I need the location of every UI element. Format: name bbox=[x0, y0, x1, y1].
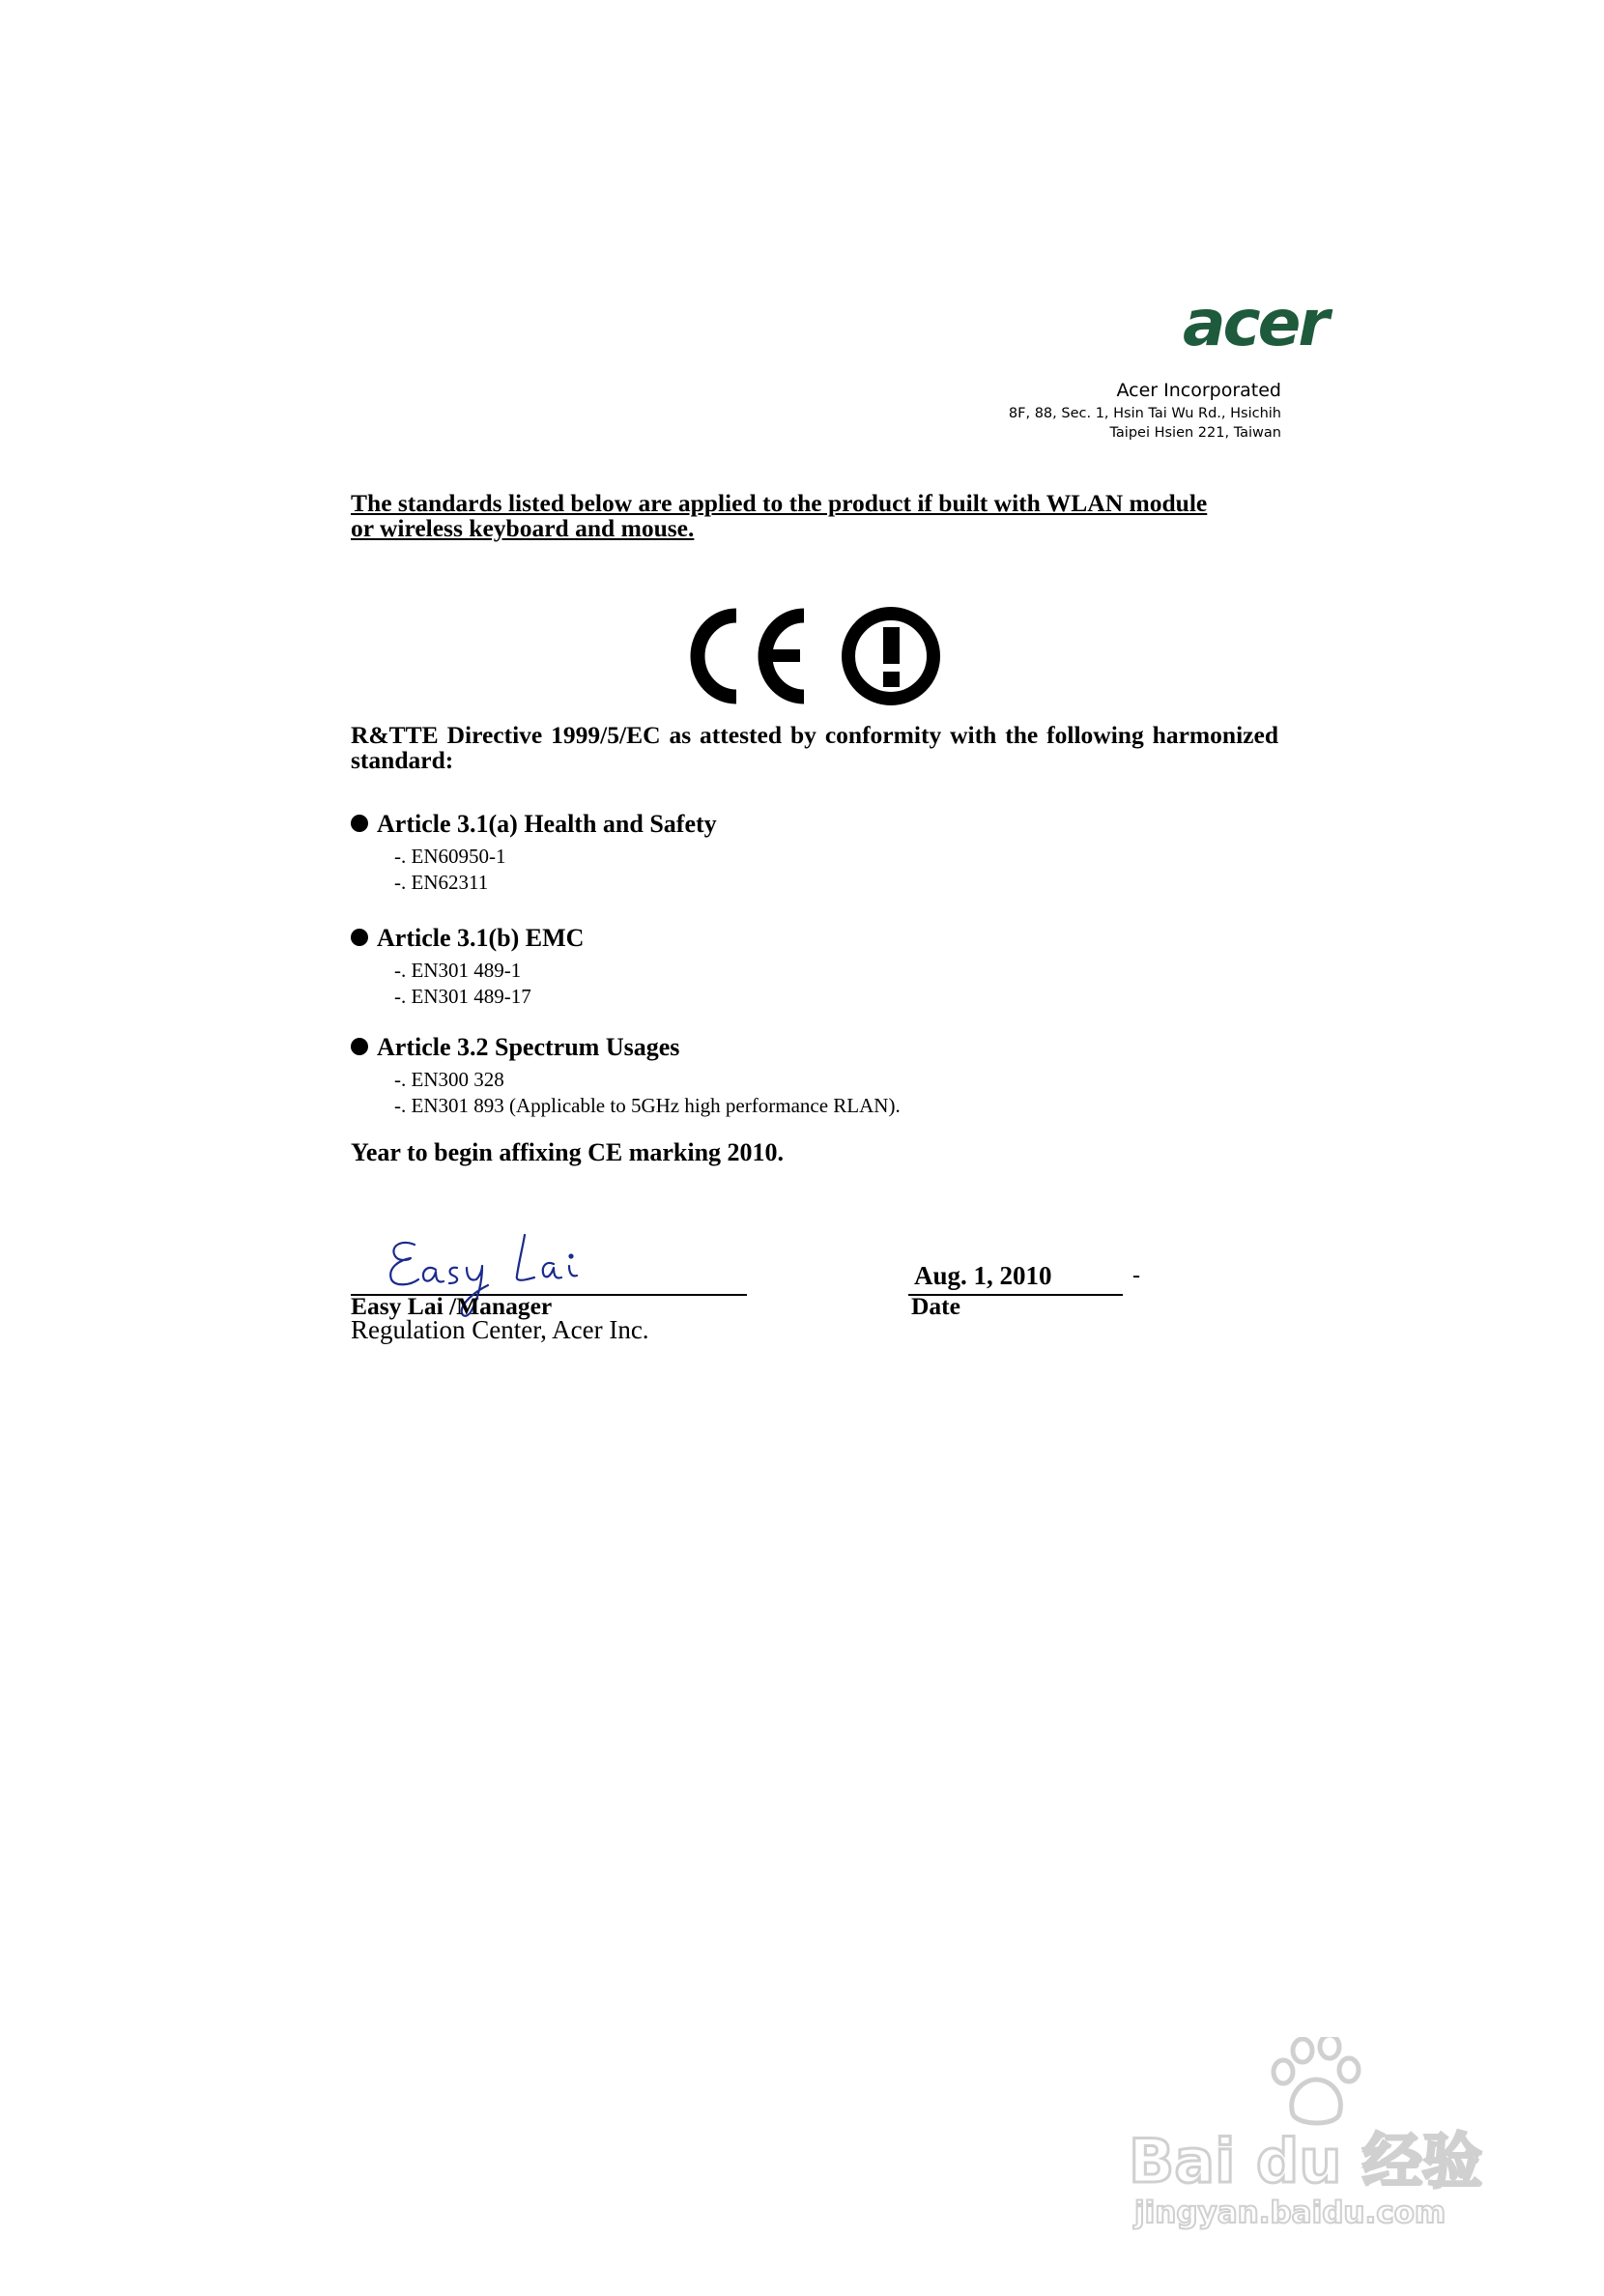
standard-item: -. EN301 489-17 bbox=[394, 985, 531, 1008]
standard-item: -. EN62311 bbox=[394, 871, 489, 894]
article-title: Article 3.1(a) Health and Safety bbox=[377, 810, 717, 838]
company-name: Acer Incorporated bbox=[1116, 380, 1281, 401]
standard-item: -. EN301 489-1 bbox=[394, 959, 522, 982]
acer-logo bbox=[1181, 295, 1364, 359]
standard-item: -. EN301 893 (Applicable to 5GHz high performance RLAN). bbox=[394, 1094, 901, 1117]
article-emc bbox=[351, 924, 584, 953]
standard-item: -. EN60950-1 bbox=[394, 845, 506, 868]
article-health-safety bbox=[351, 810, 717, 839]
bullet-icon bbox=[351, 929, 368, 946]
signer-name: Easy Lai /Manager bbox=[351, 1292, 553, 1320]
article-spectrum bbox=[351, 1033, 679, 1062]
article-title: Article 3.1(b) EMC bbox=[377, 924, 585, 952]
watermark-url: jingyan.baidu.com bbox=[1134, 2196, 1446, 2230]
date-label: Date bbox=[911, 1292, 960, 1320]
paw-icon bbox=[1274, 2037, 1359, 2123]
bullet-icon bbox=[351, 1038, 368, 1055]
standard-item: -. EN300 328 bbox=[394, 1068, 504, 1091]
baidu-watermark bbox=[1129, 2037, 1505, 2230]
year-statement: Year to begin affixing CE marking 2010. bbox=[351, 1138, 785, 1166]
bullet-icon bbox=[351, 815, 368, 832]
date-dash: - bbox=[1132, 1263, 1140, 1288]
intro-statement: The standards listed below are applied to the product if built with WLAN module or wireless keyboard and mouse. bbox=[351, 489, 1208, 542]
company-address-line-1: 8F, 88, Sec. 1, Hsin Tai Wu Rd., Hsichih bbox=[1008, 406, 1281, 421]
signer-organization: Regulation Center, Acer Inc. bbox=[351, 1315, 649, 1344]
article-title: Article 3.2 Spectrum Usages bbox=[377, 1033, 680, 1061]
company-address-line-2: Taipei Hsien 221, Taiwan bbox=[1109, 425, 1281, 441]
compliance-marks bbox=[688, 606, 943, 706]
watermark-brand: Bai du 经验 bbox=[1129, 2126, 1483, 2196]
ce-mark-icon bbox=[698, 616, 804, 697]
alert-class2-icon bbox=[848, 614, 933, 699]
acer-logo-text: acer bbox=[1183, 295, 1327, 359]
signature-date: Aug. 1, 2010 bbox=[914, 1261, 1052, 1290]
directive-statement: R&TTE Directive 1999/5/EC as attested by conformity with the following harmonized standard: bbox=[351, 721, 1278, 774]
